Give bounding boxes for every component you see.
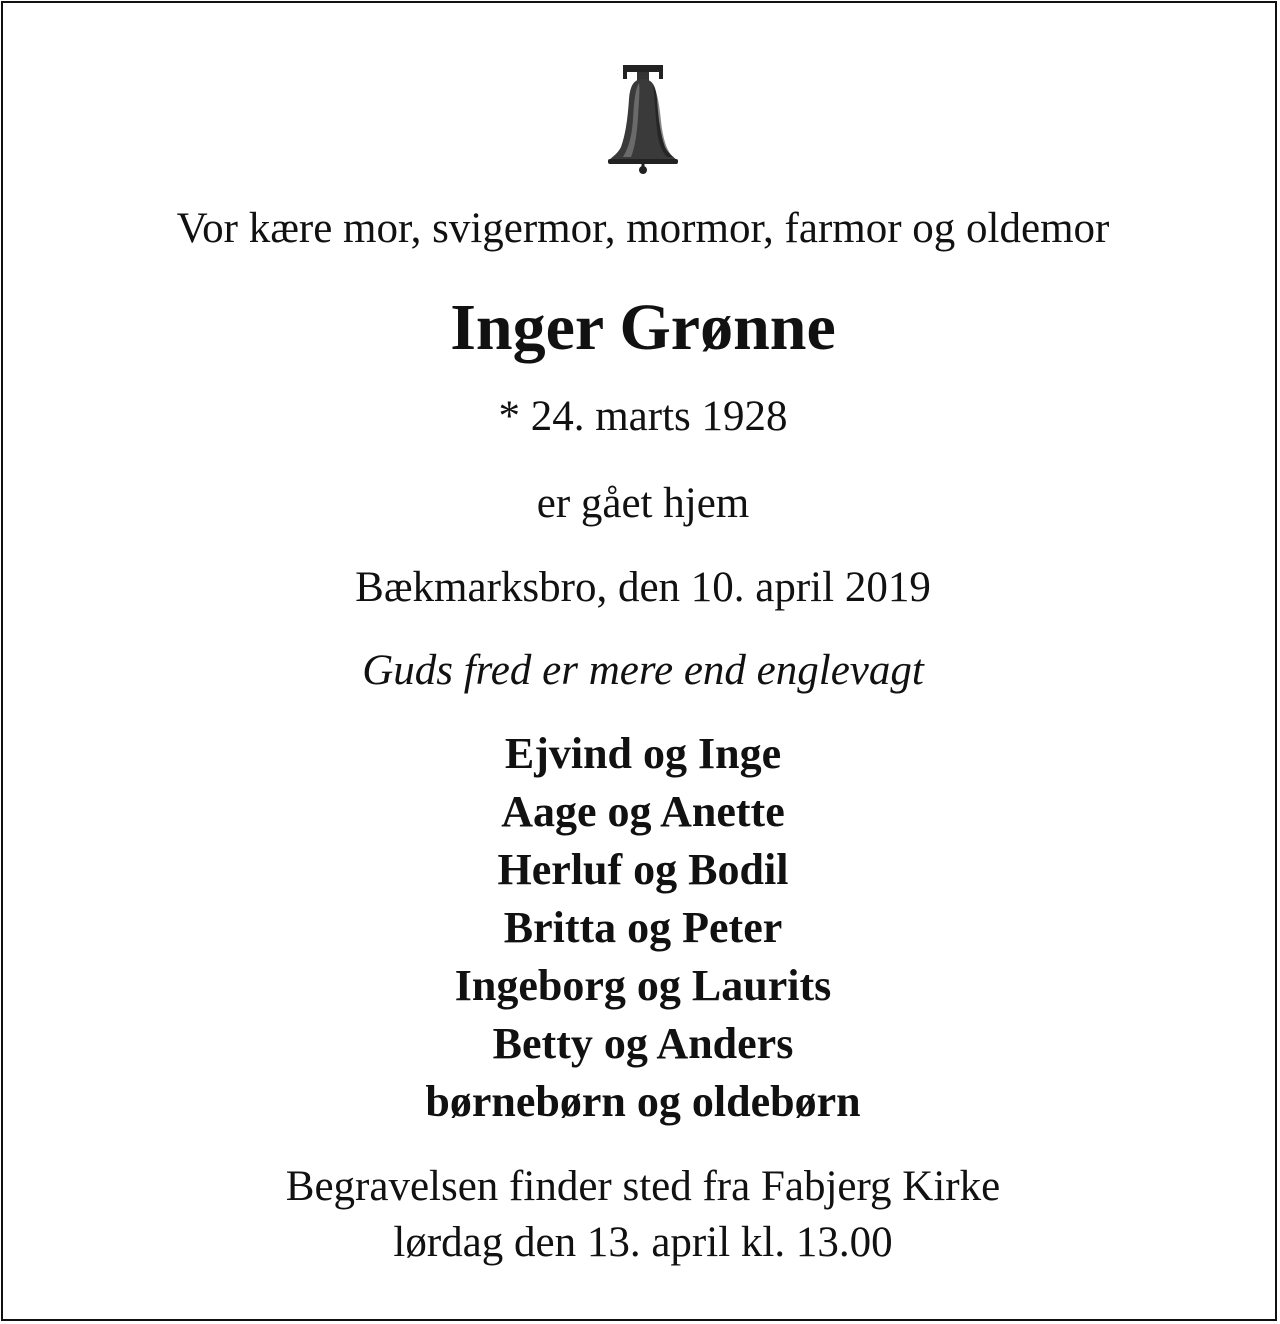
verse-text: Guds fred er mere end englevagt: [362, 647, 924, 694]
family-member: Britta og Peter: [503, 903, 783, 952]
deceased-name: Inger Grønne: [450, 291, 836, 364]
intro-text: Vor kære mor, svigermor, mormor, farmor og oldemor: [176, 205, 1110, 252]
place-and-date: Bækmarksbro, den 10. april 2019: [355, 564, 931, 611]
bell-icon: [603, 63, 683, 175]
birth-date: * 24. marts 1928: [498, 393, 788, 440]
notice-border: [1, 1, 1277, 1321]
passed-text: er gået hjem: [536, 480, 750, 527]
funeral-location: Begravelsen finder sted fra Fabjerg Kirke: [285, 1163, 1001, 1210]
family-member: Ejvind og Inge: [504, 729, 782, 778]
family-member: Betty og Anders: [492, 1019, 794, 1068]
family-member: Ingeborg og Laurits: [454, 961, 832, 1010]
funeral-time: lørdag den 13. april kl. 13.00: [393, 1219, 893, 1266]
family-member: børnebørn og oldebørn: [425, 1077, 861, 1126]
family-member: Herluf og Bodil: [497, 845, 789, 894]
family-member: Aage og Anette: [501, 787, 785, 836]
family-list: [3, 725, 1280, 1131]
